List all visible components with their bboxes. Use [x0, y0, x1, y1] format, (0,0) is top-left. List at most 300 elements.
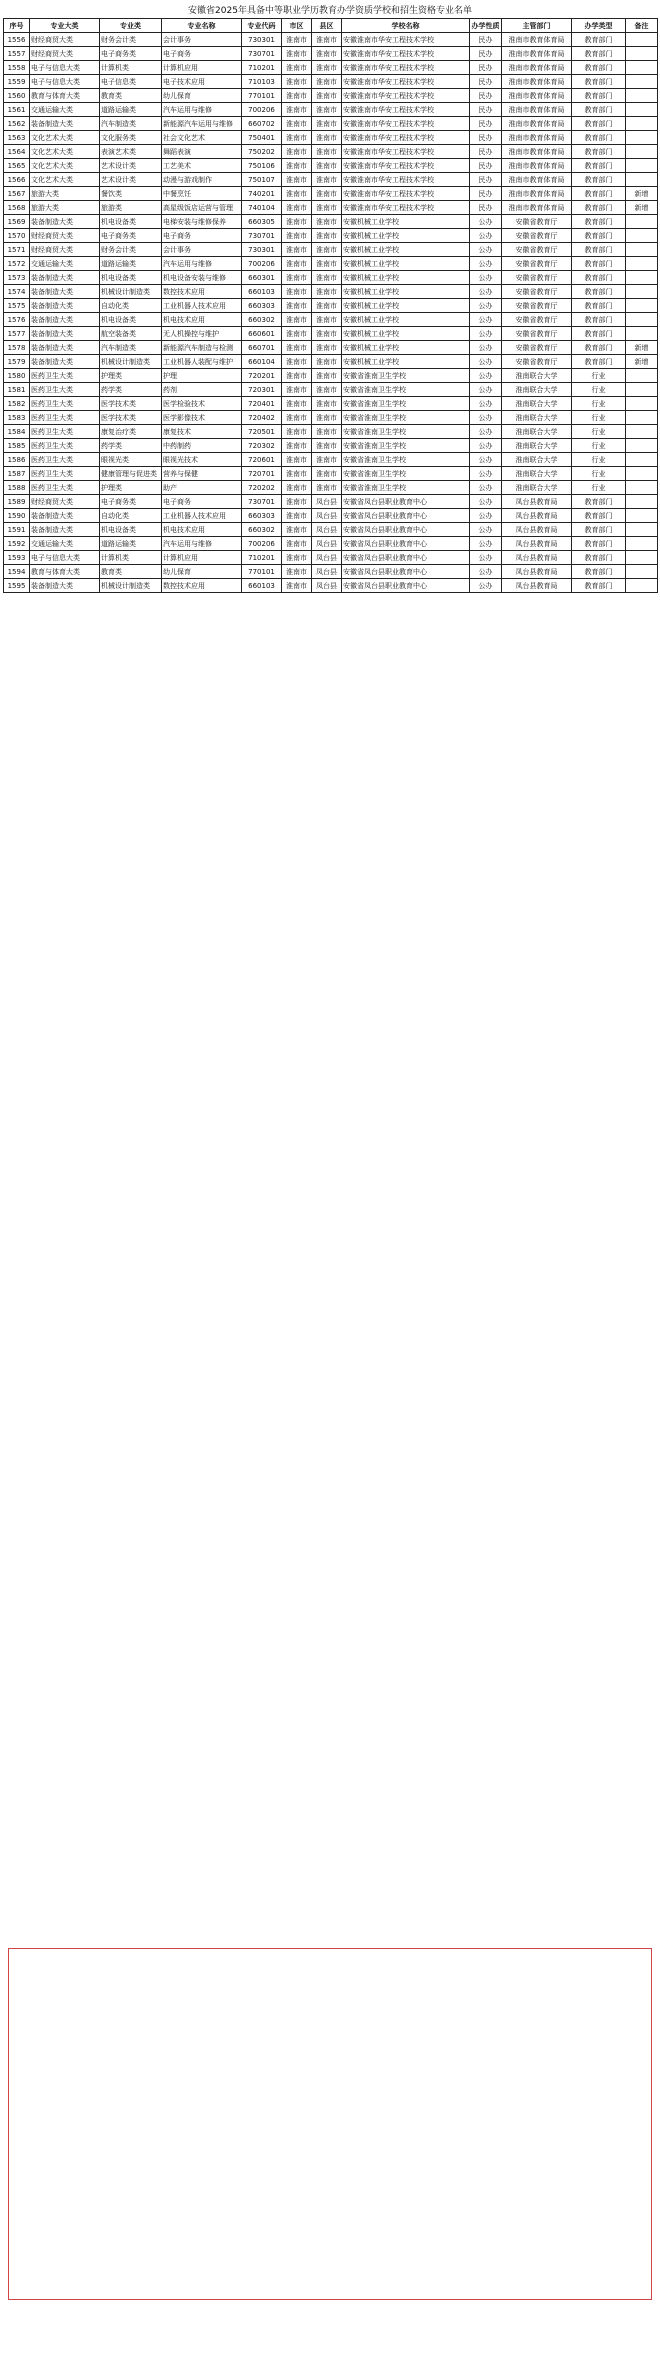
table-cell: 幼儿保育	[162, 89, 242, 103]
table-cell: 710103	[242, 75, 282, 89]
table-row	[4, 453, 658, 467]
table-cell: 淮南市	[282, 537, 312, 551]
table-cell: 教育部门	[572, 187, 626, 201]
table-cell: 民办	[470, 201, 502, 215]
table-cell	[626, 131, 658, 145]
table-cell: 公办	[470, 565, 502, 579]
table-cell	[626, 439, 658, 453]
table-cell: 淮南市	[312, 299, 342, 313]
table-cell: 660301	[242, 271, 282, 285]
table-cell	[626, 145, 658, 159]
table-row	[4, 397, 658, 411]
table-row	[4, 33, 658, 47]
table-cell: 民办	[470, 187, 502, 201]
table-cell: 汽车运用与维修	[162, 257, 242, 271]
table-cell: 1575	[4, 299, 30, 313]
table-cell: 淮南市	[282, 313, 312, 327]
table-cell: 凤台县教育局	[502, 551, 572, 565]
table-cell: 医药卫生大类	[30, 453, 100, 467]
table-cell: 中药制药	[162, 439, 242, 453]
table-cell: 公办	[470, 411, 502, 425]
table-cell: 淮南市	[282, 425, 312, 439]
table-row	[4, 327, 658, 341]
table-cell: 1559	[4, 75, 30, 89]
table-cell: 1577	[4, 327, 30, 341]
table-row	[4, 243, 658, 257]
table-cell: 医学影像技术	[162, 411, 242, 425]
table-cell: 数控技术应用	[162, 285, 242, 299]
table-cell: 医药卫生大类	[30, 411, 100, 425]
table-cell: 安徽省凤台县职业教育中心	[342, 523, 470, 537]
table-cell: 交通运输大类	[30, 537, 100, 551]
table-cell: 新增	[626, 187, 658, 201]
table-cell: 安徽省教育厅	[502, 341, 572, 355]
table-cell: 医学技术类	[100, 397, 162, 411]
table-cell: 教育类	[100, 89, 162, 103]
table-cell: 淮南联合大学	[502, 425, 572, 439]
table-cell: 700206	[242, 537, 282, 551]
table-cell: 无人机操控与维护	[162, 327, 242, 341]
table-cell: 医药卫生大类	[30, 369, 100, 383]
table-cell: 750106	[242, 159, 282, 173]
table-cell: 660303	[242, 299, 282, 313]
table-cell: 安徽省淮南卫生学校	[342, 383, 470, 397]
table-cell: 淮南市	[282, 341, 312, 355]
table-cell: 1589	[4, 495, 30, 509]
table-cell: 会计事务	[162, 243, 242, 257]
table-cell: 淮南市	[312, 257, 342, 271]
table-cell: 1585	[4, 439, 30, 453]
table-cell	[626, 327, 658, 341]
table-cell	[626, 495, 658, 509]
table-cell: 教育部门	[572, 145, 626, 159]
table-cell: 淮南联合大学	[502, 481, 572, 495]
table-cell	[626, 173, 658, 187]
table-cell: 公办	[470, 579, 502, 593]
table-cell: 安徽淮南市华安工程技术学校	[342, 103, 470, 117]
table-cell: 凤台县	[312, 523, 342, 537]
table-cell: 医药卫生大类	[30, 397, 100, 411]
table-cell: 淮南市	[312, 383, 342, 397]
table-cell	[626, 299, 658, 313]
table-cell: 财经商贸大类	[30, 33, 100, 47]
table-cell: 教育部门	[572, 355, 626, 369]
table-cell: 1573	[4, 271, 30, 285]
table-cell: 720501	[242, 425, 282, 439]
table-cell: 安徽省淮南卫生学校	[342, 453, 470, 467]
table-cell: 750107	[242, 173, 282, 187]
table-cell: 安徽机械工业学校	[342, 243, 470, 257]
table-cell: 装备制造大类	[30, 509, 100, 523]
table-cell: 安徽淮南市华安工程技术学校	[342, 145, 470, 159]
table-cell: 公办	[470, 341, 502, 355]
table-cell: 安徽省凤台县职业教育中心	[342, 565, 470, 579]
table-cell: 安徽省淮南卫生学校	[342, 439, 470, 453]
table-cell: 装备制造大类	[30, 299, 100, 313]
table-cell: 餐饮类	[100, 187, 162, 201]
table-row	[4, 355, 658, 369]
table-cell: 安徽省凤台县职业教育中心	[342, 579, 470, 593]
table-cell: 700206	[242, 257, 282, 271]
table-row	[4, 481, 658, 495]
table-cell: 表演艺术类	[100, 145, 162, 159]
table-cell: 机械设计制造类	[100, 579, 162, 593]
table-cell: 安徽淮南市华安工程技术学校	[342, 201, 470, 215]
table-cell: 民办	[470, 117, 502, 131]
table-cell: 行业	[572, 411, 626, 425]
table-cell: 机电设备安装与维修	[162, 271, 242, 285]
table-cell: 教育部门	[572, 271, 626, 285]
table-cell	[626, 33, 658, 47]
table-cell: 交通运输大类	[30, 103, 100, 117]
table-cell: 安徽淮南市华安工程技术学校	[342, 61, 470, 75]
table-cell: 航空装备类	[100, 327, 162, 341]
table-cell: 淮南联合大学	[502, 439, 572, 453]
table-cell: 淮南市教育体育局	[502, 187, 572, 201]
table-cell: 教育与体育大类	[30, 89, 100, 103]
table-cell: 公办	[470, 215, 502, 229]
table-cell: 淮南市	[282, 103, 312, 117]
table-cell: 公办	[470, 313, 502, 327]
table-cell: 公办	[470, 425, 502, 439]
table-cell: 旅游大类	[30, 187, 100, 201]
table-cell: 淮南市	[282, 299, 312, 313]
table-cell: 安徽淮南市华安工程技术学校	[342, 117, 470, 131]
table-cell: 装备制造大类	[30, 341, 100, 355]
table-cell: 会计事务	[162, 33, 242, 47]
table-cell: 安徽机械工业学校	[342, 299, 470, 313]
table-cell: 1582	[4, 397, 30, 411]
table-cell	[626, 509, 658, 523]
table-cell: 教育部门	[572, 285, 626, 299]
table-cell: 民办	[470, 89, 502, 103]
table-cell: 660104	[242, 355, 282, 369]
table-row	[4, 523, 658, 537]
table-cell: 教育部门	[572, 159, 626, 173]
table-cell: 中餐烹饪	[162, 187, 242, 201]
table-cell: 淮南市	[312, 271, 342, 285]
table-cell: 道路运输类	[100, 537, 162, 551]
table-cell: 安徽机械工业学校	[342, 355, 470, 369]
table-cell: 淮南市	[282, 271, 312, 285]
table-cell: 淮南市	[312, 187, 342, 201]
table-cell: 淮南市	[282, 481, 312, 495]
table-cell: 民办	[470, 173, 502, 187]
column-header: 序号	[4, 19, 30, 33]
table-cell: 淮南市	[312, 313, 342, 327]
table-cell: 新增	[626, 341, 658, 355]
table-cell: 淮南市	[282, 453, 312, 467]
table-row	[4, 159, 658, 173]
table-cell: 凤台县	[312, 579, 342, 593]
table-cell: 安徽淮南市华安工程技术学校	[342, 187, 470, 201]
table-cell: 公办	[470, 229, 502, 243]
table-cell: 凤台县教育局	[502, 495, 572, 509]
table-row	[4, 47, 658, 61]
highlight-frame	[8, 1948, 652, 2300]
table-cell: 1570	[4, 229, 30, 243]
table-cell: 安徽机械工业学校	[342, 215, 470, 229]
table-cell: 淮南市	[282, 75, 312, 89]
table-cell: 淮南市	[282, 117, 312, 131]
table-cell: 电子商务类	[100, 495, 162, 509]
table-cell: 民办	[470, 61, 502, 75]
column-header: 县区	[312, 19, 342, 33]
table-cell: 安徽省教育厅	[502, 215, 572, 229]
table-cell: 行业	[572, 481, 626, 495]
table-cell: 教育部门	[572, 341, 626, 355]
table-cell: 淮南市	[282, 159, 312, 173]
table-cell: 教育部门	[572, 103, 626, 117]
table-cell: 舞蹈表演	[162, 145, 242, 159]
table-cell: 淮南市	[282, 495, 312, 509]
table-row	[4, 285, 658, 299]
table-cell: 淮南联合大学	[502, 411, 572, 425]
table-cell: 医学技术类	[100, 411, 162, 425]
table-cell: 凤台县	[312, 565, 342, 579]
table-cell: 1579	[4, 355, 30, 369]
table-cell: 自动化类	[100, 509, 162, 523]
table-row	[4, 61, 658, 75]
table-cell: 淮南市	[282, 257, 312, 271]
table-cell	[626, 565, 658, 579]
table-cell: 1580	[4, 369, 30, 383]
table-cell: 安徽淮南市华安工程技术学校	[342, 173, 470, 187]
table-cell: 淮南市	[312, 369, 342, 383]
table-cell: 660601	[242, 327, 282, 341]
table-cell: 淮南市	[312, 47, 342, 61]
table-cell: 淮南市	[282, 145, 312, 159]
table-cell: 护理类	[100, 369, 162, 383]
table-cell: 民办	[470, 75, 502, 89]
table-cell: 医学检验技术	[162, 397, 242, 411]
table-cell: 教育部门	[572, 551, 626, 565]
table-cell: 660303	[242, 509, 282, 523]
table-cell: 医药卫生大类	[30, 383, 100, 397]
table-cell: 教育部门	[572, 579, 626, 593]
table-cell: 凤台县教育局	[502, 523, 572, 537]
table-cell: 740104	[242, 201, 282, 215]
table-cell: 装备制造大类	[30, 579, 100, 593]
table-cell: 民办	[470, 159, 502, 173]
table-cell: 淮南市	[312, 61, 342, 75]
table-cell: 淮南市	[282, 509, 312, 523]
table-row	[4, 103, 658, 117]
table-cell: 健康管理与促进类	[100, 467, 162, 481]
table-cell: 行业	[572, 383, 626, 397]
table-cell: 淮南市	[312, 327, 342, 341]
table-cell: 装备制造大类	[30, 271, 100, 285]
table-cell: 公办	[470, 453, 502, 467]
table-cell	[626, 313, 658, 327]
table-cell: 教育部门	[572, 257, 626, 271]
table-cell: 淮南市	[312, 341, 342, 355]
table-cell: 教育部门	[572, 495, 626, 509]
table-cell: 工艺美术	[162, 159, 242, 173]
table-cell: 药学类	[100, 439, 162, 453]
table-cell: 淮南市教育体育局	[502, 33, 572, 47]
table-cell: 公办	[470, 369, 502, 383]
table-cell: 新能源汽车制造与检测	[162, 341, 242, 355]
table-cell: 工业机器人装配与维护	[162, 355, 242, 369]
table-cell: 660701	[242, 341, 282, 355]
table-cell: 教育部门	[572, 327, 626, 341]
table-cell: 机电设备类	[100, 215, 162, 229]
table-cell: 机电设备类	[100, 523, 162, 537]
table-cell: 720302	[242, 439, 282, 453]
table-cell: 财经商贸大类	[30, 229, 100, 243]
table-cell: 淮南市教育体育局	[502, 145, 572, 159]
table-cell: 1556	[4, 33, 30, 47]
table-cell: 计算机应用	[162, 551, 242, 565]
table-cell: 教育部门	[572, 47, 626, 61]
table-cell: 安徽省教育厅	[502, 285, 572, 299]
table-cell: 淮南市教育体育局	[502, 173, 572, 187]
table-cell: 机电技术应用	[162, 313, 242, 327]
table-cell: 汽车制造类	[100, 117, 162, 131]
table-cell: 淮南市	[312, 243, 342, 257]
table-cell: 1568	[4, 201, 30, 215]
table-cell: 淮南市	[282, 467, 312, 481]
table-cell: 安徽省凤台县职业教育中心	[342, 495, 470, 509]
table-cell: 淮南市	[312, 117, 342, 131]
table-row	[4, 299, 658, 313]
table-cell: 安徽省教育厅	[502, 229, 572, 243]
table-cell: 电子商务	[162, 229, 242, 243]
table-cell: 720301	[242, 383, 282, 397]
table-cell: 财经商贸大类	[30, 243, 100, 257]
table-cell	[626, 579, 658, 593]
table-cell: 教育部门	[572, 89, 626, 103]
table-cell: 淮南市教育体育局	[502, 131, 572, 145]
table-cell: 1564	[4, 145, 30, 159]
table-cell: 教育部门	[572, 229, 626, 243]
table-cell: 民办	[470, 103, 502, 117]
table-cell: 电子与信息大类	[30, 75, 100, 89]
table-cell: 淮南市教育体育局	[502, 117, 572, 131]
table-cell: 安徽淮南市华安工程技术学校	[342, 75, 470, 89]
table-cell: 眼视光技术	[162, 453, 242, 467]
table-cell: 淮南市	[312, 397, 342, 411]
table-cell: 淮南市	[312, 229, 342, 243]
table-cell: 教育部门	[572, 313, 626, 327]
table-cell: 淮南市教育体育局	[502, 47, 572, 61]
table-cell: 道路运输类	[100, 257, 162, 271]
table-cell: 1574	[4, 285, 30, 299]
table-cell: 文化服务类	[100, 131, 162, 145]
table-cell: 安徽机械工业学校	[342, 271, 470, 285]
table-cell: 公办	[470, 467, 502, 481]
table-cell: 淮南市	[282, 33, 312, 47]
table-cell: 淮南市	[282, 369, 312, 383]
table-cell: 710201	[242, 551, 282, 565]
table-cell: 公办	[470, 327, 502, 341]
table-cell: 淮南市	[282, 61, 312, 75]
table-cell: 淮南市	[312, 439, 342, 453]
table-cell: 720202	[242, 481, 282, 495]
table-cell: 教育部门	[572, 117, 626, 131]
table-cell: 淮南市	[312, 467, 342, 481]
table-cell: 1581	[4, 383, 30, 397]
table-cell: 安徽机械工业学校	[342, 313, 470, 327]
table-cell: 教育部门	[572, 131, 626, 145]
table-cell: 安徽省教育厅	[502, 327, 572, 341]
table-cell	[626, 243, 658, 257]
table-cell: 凤台县教育局	[502, 579, 572, 593]
table-row	[4, 341, 658, 355]
table-row	[4, 467, 658, 481]
table-cell	[626, 89, 658, 103]
table-cell: 社会文化艺术	[162, 131, 242, 145]
table-cell: 淮南市	[282, 327, 312, 341]
table-cell: 720402	[242, 411, 282, 425]
table-row	[4, 229, 658, 243]
table-cell: 1576	[4, 313, 30, 327]
table-body	[4, 33, 658, 593]
table-cell: 电子技术应用	[162, 75, 242, 89]
table-cell: 安徽省教育厅	[502, 355, 572, 369]
table-cell: 淮南市	[282, 47, 312, 61]
table-cell: 民办	[470, 47, 502, 61]
table-cell	[626, 481, 658, 495]
table-cell: 1593	[4, 551, 30, 565]
table-cell: 装备制造大类	[30, 215, 100, 229]
table-cell: 淮南市	[282, 173, 312, 187]
table-cell: 安徽省教育厅	[502, 299, 572, 313]
table-row	[4, 257, 658, 271]
table-cell: 1583	[4, 411, 30, 425]
table-cell: 电梯安装与维修保养	[162, 215, 242, 229]
table-cell: 安徽机械工业学校	[342, 285, 470, 299]
table-cell: 1569	[4, 215, 30, 229]
table-cell: 教育部门	[572, 75, 626, 89]
table-cell: 安徽机械工业学校	[342, 327, 470, 341]
table-cell: 730701	[242, 47, 282, 61]
table-cell: 淮南市	[312, 411, 342, 425]
table-cell: 安徽淮南市华安工程技术学校	[342, 33, 470, 47]
table-row	[4, 89, 658, 103]
table-cell: 工业机器人技术应用	[162, 299, 242, 313]
table-cell: 730701	[242, 495, 282, 509]
table-cell: 教育部门	[572, 33, 626, 47]
table-cell: 淮南市	[312, 355, 342, 369]
table-row	[4, 369, 658, 383]
table-cell: 文化艺术大类	[30, 131, 100, 145]
table-cell: 安徽淮南市华安工程技术学校	[342, 131, 470, 145]
table-cell: 医药卫生大类	[30, 425, 100, 439]
table-cell: 公办	[470, 397, 502, 411]
table-cell: 1566	[4, 173, 30, 187]
table-cell: 淮南市	[312, 285, 342, 299]
table-cell: 教育部门	[572, 215, 626, 229]
table-cell: 1561	[4, 103, 30, 117]
table-cell: 淮南市	[282, 565, 312, 579]
table-cell: 教育与体育大类	[30, 565, 100, 579]
table-cell: 护理类	[100, 481, 162, 495]
table-cell: 730301	[242, 33, 282, 47]
table-cell: 工业机器人技术应用	[162, 509, 242, 523]
table-cell: 1560	[4, 89, 30, 103]
table-cell: 医药卫生大类	[30, 439, 100, 453]
table-cell: 安徽省教育厅	[502, 257, 572, 271]
table-cell: 1592	[4, 537, 30, 551]
table-row	[4, 131, 658, 145]
table-cell: 公办	[470, 495, 502, 509]
table-cell: 720701	[242, 467, 282, 481]
table-cell: 淮南市	[282, 201, 312, 215]
table-cell: 公办	[470, 355, 502, 369]
table-cell: 淮南市	[282, 243, 312, 257]
